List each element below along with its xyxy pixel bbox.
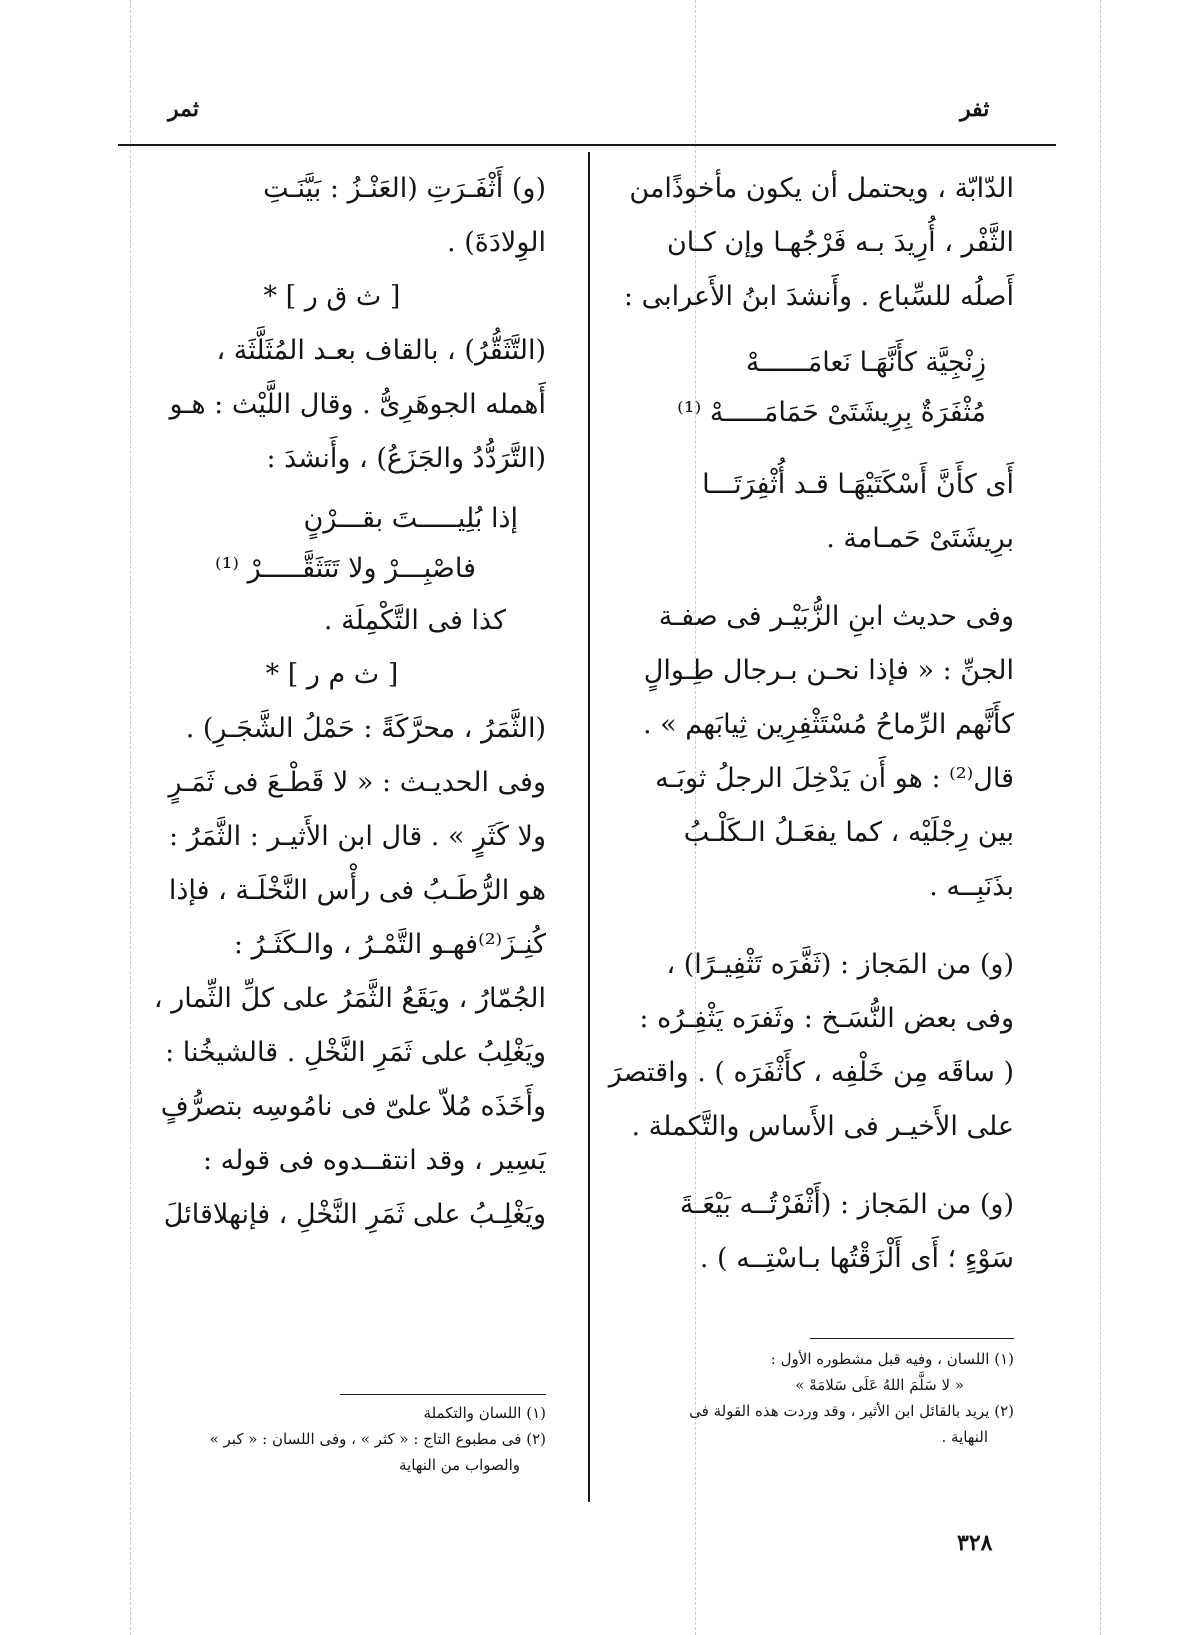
text-line: كُنِـزَ⁽²⁾فهـو التَّمْـرُ ، والـكَثَـرُ : xyxy=(233,929,546,960)
text-line: الوِلادَةَ) . xyxy=(447,227,546,258)
text-line: سَوْءٍ ؛ أَى أَلْزَقْتُها بـاسْتِــه ) . xyxy=(699,1243,1014,1274)
right-footnotes xyxy=(606,1346,1014,1450)
footnote-line: (١) اللسان ، وفيه قبل مشطوره الأول : xyxy=(770,1350,1014,1368)
footnote-line: « لا سَلَّمَ اللهُ عَلَى سَلامَهْ » xyxy=(795,1376,964,1394)
text-line: (و) من المَجاز : (أَثْفَرْتُــه بَيْعَـةَ xyxy=(679,1189,1014,1220)
right-column xyxy=(606,162,1014,1286)
text-line: وأَخَذَه مُلاّ علىّ فى نامُوسِه بتصرُّفٍ xyxy=(160,1091,546,1122)
text-line: بذَنَبِــه . xyxy=(929,871,1014,902)
text-line: الثَّفْر ، أُرِيدَ بـه فَرْجُهـا وإن كـان xyxy=(666,227,1014,258)
text-line: الجُمّارُ ، ويَقَعُ الثَّمَرُ على كلِّ الثِّمار ، xyxy=(153,983,546,1014)
column-separator xyxy=(588,152,590,1502)
text-line: على الأَخيـر فى الأَساس والتَّكملة . xyxy=(631,1111,1014,1142)
header-rule xyxy=(118,144,1056,146)
left-footnotes xyxy=(118,1400,546,1478)
text-line: أَصلُه للسِّباع . وأَنشدَ ابنُ الأَعرابى : xyxy=(623,281,1014,312)
text-line: هو الرُّطَـبُ فى رأْس النَّخْلَـة ، فإذا xyxy=(168,875,546,906)
scan-guide-line xyxy=(1100,0,1101,1635)
text-line: ويَغْلِـبُ على ثَمَرِ النَّخْلِ ، فإنهلاقائلَ xyxy=(163,1199,546,1230)
text-line: بين رِجْلَيْه ، كما يفعَـلُ الـكَلْـبُ xyxy=(683,817,1014,848)
verse-line: زِنْجِيَّة كأَنَّهَـا نَعامَــــــهْ xyxy=(745,347,986,378)
footnote-rule xyxy=(340,1394,546,1395)
text-line: (التَّثَقُّرُ) ، بالقاف بعـد المُثَلَّثَة ، xyxy=(216,335,546,366)
text-line: (و) من المَجاز : (ثَفَّرَه تَثْفِيـرًا) ، xyxy=(666,949,1014,980)
text-line: وفى بعض النُّسَـخ : وثَفرَه يَثْفِـرُه : xyxy=(639,1003,1014,1034)
header-right-word: ثفر xyxy=(960,96,990,122)
text-line: وفى حديث ابنِ الزُّبَيْـر فى صفـة xyxy=(658,601,1014,632)
text-line: قال⁽²⁾ : هو أَن يَدْخِلَ الرجلُ ثوبَـه xyxy=(655,763,1014,794)
text-line: (و) أَثْفَـرَتِ (العَنْـزُ : بَيَّنَـتِ xyxy=(263,173,546,204)
left-column xyxy=(118,162,546,1242)
text-line: برِيشَتَىْ حَمـامة . xyxy=(826,523,1014,554)
entry-heading: [ ث ق ر ] * xyxy=(263,281,401,312)
text-line: أَهمله الجوهَرِىُّ . وقال اللَّيْث : هـو xyxy=(169,389,546,420)
text-line: يَسِير ، وقد انتقــدوه فى قوله : xyxy=(202,1145,546,1176)
text-line: (التَّرَدُّدُ والجَزَعُ) ، وأَنشدَ : xyxy=(266,443,546,474)
text-line: أَى كأَنَّ أَسْكَتَيْهَـا قـد أُثْفِرَتَـــا xyxy=(702,469,1014,500)
text-line: ويَغْلِبُ على ثَمَرِ النَّخْلِ . قالشيخُنا : xyxy=(165,1037,546,1068)
footnote-line: (١) اللسان والتكملة xyxy=(423,1404,546,1422)
text-line: كأَنَّهم الرِّماحُ مُسْتَثْفِرِين ثِيابَهم » . xyxy=(642,709,1014,740)
text-line: ( ساقَه مِن خَلْفِه ، كأَثْفَرَه ) . واقتصرَ xyxy=(608,1057,1014,1088)
footnote-line: (٢) فى مطبوع التاج : « كثر » ، وفى اللسان : « كبر » xyxy=(209,1430,546,1448)
footnote-rule xyxy=(810,1338,1014,1339)
text-line: الدّابّة ، ويحتمل أن يكون مأخوذًامن xyxy=(629,173,1014,204)
footnote-line: النهاية . xyxy=(941,1428,988,1446)
footnote-line: (٢) يريد بالقائل ابن الأثير ، وقد وردت هذه القولة فى xyxy=(689,1402,1014,1420)
verse-line: فاصْبِـــرْ ولا تَتَثَقَّـــــرْ ⁽¹⁾ xyxy=(214,553,476,584)
text-line: (الثَّمَرُ ، محرَّكَةً : حَمْلُ الشَّجَـرِ) . xyxy=(185,713,546,744)
footnote-line: والصواب من النهاية xyxy=(399,1456,520,1474)
text-line: وفى الحديـث : « لا قَطْـعَ فى ثَمَـرٍ xyxy=(168,767,546,798)
text-line: الجنِّ : « فإذا نحـن بـرجال طِـوالٍ xyxy=(643,655,1014,686)
verse-line: إذا بُلِيـــــتَ بقـــرْنٍ xyxy=(303,503,518,534)
text-line: ولا كَثَرٍ » . قال ابن الأَثيـر : الثَّمَرُ : xyxy=(169,821,546,852)
text-line: كذا فى التَّكْمِلَة . xyxy=(323,605,506,636)
page-number: ٣٢٨ xyxy=(957,1530,993,1556)
header-left-word: ثمر xyxy=(168,96,199,122)
entry-heading: [ ث م ر ] * xyxy=(265,659,399,690)
verse-line: مُثْفَرَةٌ بِرِيشَتَىْ حَمَامَـــــهْ ⁽¹⁾ xyxy=(677,397,986,428)
